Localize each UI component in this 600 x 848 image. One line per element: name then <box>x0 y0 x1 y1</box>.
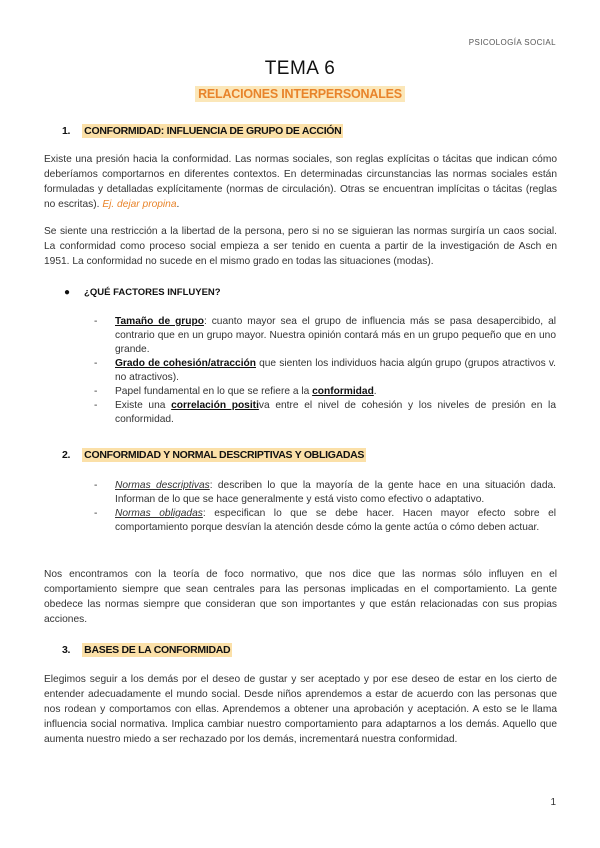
section-1-paragraph-1 <box>44 152 557 212</box>
item-text: : cuanto mayor sea el grupo de influencia más se pasa desapercibido, al contrario que en un grupo mayor. Nuestra opinión contará más en un grupo pequeño que en uno grande. <box>115 316 556 355</box>
example-text: Ej. dejar propina <box>102 199 177 210</box>
dash-icon: - <box>94 400 98 411</box>
norms-list <box>94 479 556 535</box>
dash-icon: - <box>94 386 98 397</box>
page-number: 1 <box>550 797 556 808</box>
list-item <box>94 315 556 357</box>
section-1-title: CONFORMIDAD: INFLUENCIA DE GRUPO DE ACCIÓN <box>84 125 342 137</box>
dash-icon: - <box>94 508 98 519</box>
list-item <box>94 385 556 399</box>
section-2-paragraph: Nos encontramos con la teoría de foco normativo, que nos dice que las normas sólo influyen en el comportamiento siempre que sean centrales para las personas implicadas en el comportamiento. La gente obedece las normas siempre que consideran que son importantes y que están relacionadas con sus propias acciones. <box>44 569 557 625</box>
bullet-dot-icon: ● <box>64 287 71 298</box>
section-1-paragraph-2: Se siente una restricción a la libertad de la persona, pero si no se siguieran las normas surgiría un caos social. La conformidad como proceso social empieza a ser tenido en cuenta a partir de la investigación de Asch en 1951. La conformidad no sucede en el mismo grado en todas las situaciones (modas). <box>44 226 557 267</box>
list-item <box>94 507 556 535</box>
section-1-number: 1. <box>62 125 71 137</box>
dash-icon: - <box>94 358 98 369</box>
page-title: TEMA 6 <box>264 58 336 79</box>
section-3-number: 3. <box>62 644 71 656</box>
page-subtitle <box>0 85 600 103</box>
dash-icon: - <box>94 316 98 327</box>
section-1-heading <box>62 124 343 138</box>
paragraph-text: Existe una presión hacia la conformidad. Las normas sociales, son reglas explícitas o tácitas que indican cómo deberíamos comportarnos en diferentes contextos. En determinadas circunstancias las normas sociales están formuladas y detalladas explícitamente (normas de circulación). Otras se encuentran implícitas o tácitas (reglas no escritas). <box>44 154 557 210</box>
item-term: Normas descriptivas <box>115 480 210 491</box>
item-pre: Papel fundamental en lo que se refiere a la <box>115 386 313 397</box>
section-2-number: 2. <box>62 449 71 461</box>
list-item <box>94 479 556 507</box>
section-2-title: CONFORMIDAD Y NORMAL DESCRIPTIVAS Y OBLIGADAS <box>84 449 365 461</box>
paragraph-end: . <box>176 199 180 210</box>
item-term: correlación positi <box>171 400 259 411</box>
item-term: Normas obligadas <box>115 508 203 519</box>
item-text: va entre el nivel de cohesión y los niveles de presión en la conformidad. <box>115 400 556 425</box>
item-term: Grado de cohesión/atracción <box>115 358 256 369</box>
list-item <box>94 357 556 385</box>
item-term: Tamaño de grupo <box>115 316 204 327</box>
item-pre: Existe una <box>115 400 172 411</box>
factors-bullet-heading <box>64 287 221 298</box>
subtitle-text: RELACIONES INTERPERSONALES <box>195 86 405 102</box>
item-text: : describen lo que la mayoría de la gente hace en una situación dada. Informan de lo que se hace generalmente y está visto como efectivo o adaptativo. <box>115 480 556 505</box>
section-3-heading <box>62 643 232 657</box>
section-3-paragraph: Elegimos seguir a los demás por el deseo de gustar y ser aceptado y por ese deseo de estar en los cierto de entender adecuadamente el mundo social. Desde niños aprendemos a estar de acuerdo con las personas que nos rodean y comportamos con ellas. Aprendemos a obtener una aprobación y aceptación. A esto se le llama influencia social normativa. Implica cambiar nuestro comportamiento para adaptarnos a los demás. Aquello que aumenta nuestro miedo a ser rechazado por los demás, incrementará nuestra conformidad. <box>44 674 557 745</box>
section-3-title: BASES DE LA CONFORMIDAD <box>84 644 231 656</box>
list-item <box>94 399 556 427</box>
section-2-heading <box>62 448 366 462</box>
header-label: PSICOLOGÍA SOCIAL <box>468 38 556 47</box>
dash-icon: - <box>94 480 98 491</box>
factors-list <box>94 315 556 427</box>
item-text: : especifican lo que se debe hacer. Hacen mayor efecto sobre el comportamiento porque desvían la atención desde cómo la gente actúa o cómo deben actuar. <box>115 508 557 533</box>
item-term: conformidad <box>312 386 374 397</box>
item-text: que sienten los individuos hacia algún grupo (grupos atractivos v. no atractivos). <box>115 358 556 383</box>
item-text: . <box>373 386 377 397</box>
bullet-heading-text: ¿QUÉ FACTORES INFLUYEN? <box>84 287 221 298</box>
